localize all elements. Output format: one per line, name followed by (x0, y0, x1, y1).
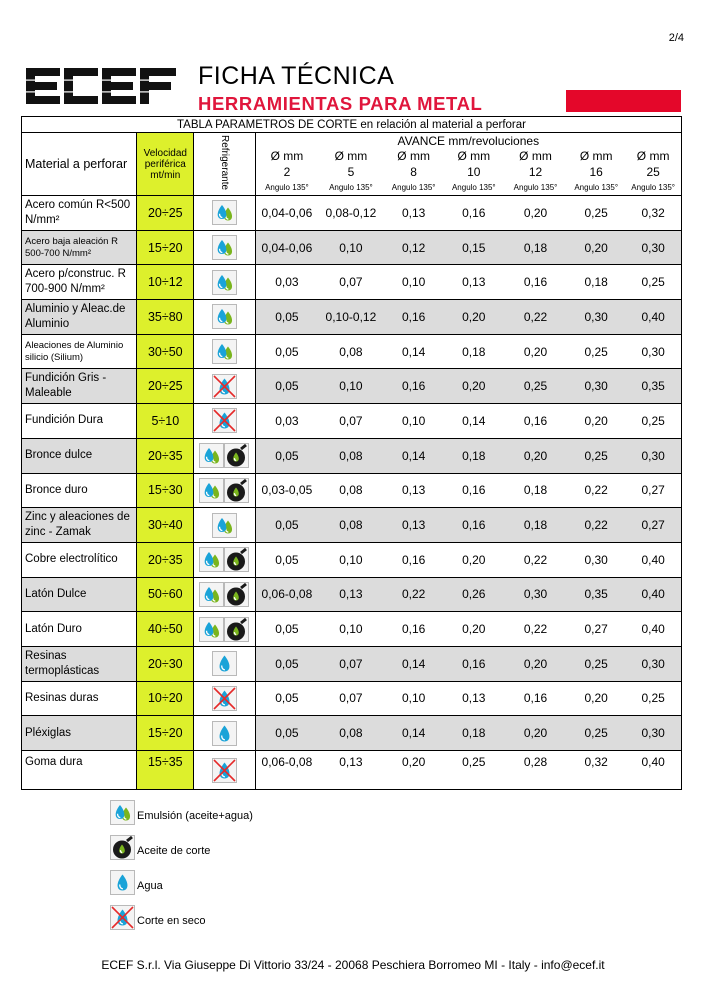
feed-value: 0,16 (444, 508, 504, 543)
feed-value: 0,06-0,08 (255, 751, 318, 790)
feed-value: 0,22 (567, 508, 625, 543)
feed-value: 0,03-0,05 (255, 473, 318, 508)
dry-icon (212, 374, 237, 399)
feed-value: 0,25 (567, 196, 625, 231)
feed-value: 0,18 (567, 265, 625, 300)
velocity-value: 20÷35 (137, 542, 194, 577)
feed-value: 0,07 (318, 265, 383, 300)
legend-item (110, 870, 310, 900)
header-diameter (384, 148, 444, 180)
material-name: Resinas duras (22, 681, 137, 716)
feed-value: 0,22 (504, 612, 567, 647)
refrigerant-cell (194, 265, 255, 300)
refrigerant-cell (194, 577, 255, 612)
feed-value: 0,07 (318, 404, 383, 439)
dry-icon (212, 686, 237, 711)
emulsion-icon (199, 582, 224, 607)
feed-value: 0,30 (625, 646, 681, 681)
feed-value: 0,25 (567, 334, 625, 369)
red-accent-bar (566, 90, 681, 112)
material-name: Goma dura (22, 751, 137, 790)
material-name: Fundición Dura (22, 404, 137, 439)
feed-value: 0,20 (504, 646, 567, 681)
diameter-value: 25 (646, 165, 660, 179)
feed-value: 0,27 (567, 612, 625, 647)
material-name: Latón Dulce (22, 577, 137, 612)
water-icon (212, 721, 237, 746)
header-refrigerant: Refrigerante (194, 133, 255, 196)
feed-value: 0,04-0,06 (255, 196, 318, 231)
table-row (22, 369, 682, 404)
refrigerant-cell (194, 404, 255, 439)
table-row (22, 473, 682, 508)
refrigerant-cell (194, 196, 255, 231)
feed-value: 0,16 (504, 681, 567, 716)
header-diameter (444, 148, 504, 180)
feed-value: 0,18 (444, 716, 504, 751)
feed-value: 0,25 (567, 438, 625, 473)
header-angle: Angulo 135° (444, 180, 504, 196)
material-name: Acero baja aleación R 500-700 N/mm² (22, 230, 137, 265)
diameter-value: 10 (467, 165, 481, 179)
feed-value: 0,13 (444, 681, 504, 716)
feed-value: 0,13 (384, 473, 444, 508)
material-name: Bronce dulce (22, 438, 137, 473)
cutting-parameters-table (21, 116, 682, 790)
feed-value: 0,18 (504, 473, 567, 508)
feed-value: 0,08 (318, 438, 383, 473)
table-row (22, 230, 682, 265)
table-row (22, 577, 682, 612)
document-title: FICHA TÉCNICA (198, 62, 395, 90)
feed-value: 0,25 (625, 404, 681, 439)
ecef-logo (26, 68, 178, 104)
header-diameter (504, 148, 567, 180)
feed-value: 0,20 (444, 369, 504, 404)
material-name: Bronce duro (22, 473, 137, 508)
diameter-prefix: Ø mm (636, 149, 670, 163)
material-name: Cobre electrolítico (22, 542, 137, 577)
feed-value: 0,08-0,12 (318, 196, 383, 231)
feed-value: 0,20 (504, 716, 567, 751)
feed-value: 0,05 (255, 300, 318, 335)
feed-value: 0,30 (567, 300, 625, 335)
emulsion-icon (212, 339, 237, 364)
feed-value: 0,20 (567, 681, 625, 716)
header-avance: AVANCE mm/revoluciones (255, 133, 681, 149)
feed-value: 0,08 (318, 508, 383, 543)
feed-value: 0,13 (318, 577, 383, 612)
material-name: Pléxiglas (22, 716, 137, 751)
refrigerant-cell (194, 334, 255, 369)
oil-icon (224, 617, 249, 642)
oil-icon (224, 547, 249, 572)
header-diameter (255, 148, 318, 180)
feed-value: 0,30 (625, 716, 681, 751)
feed-value: 0,32 (567, 751, 625, 790)
refrigerant-cell (194, 612, 255, 647)
table-row (22, 334, 682, 369)
material-name: Acero p/construc. R 700-900 N/mm² (22, 265, 137, 300)
feed-value: 0,40 (625, 300, 681, 335)
feed-value: 0,05 (255, 369, 318, 404)
velocity-value: 15÷30 (137, 473, 194, 508)
feed-value: 0,25 (625, 681, 681, 716)
velocity-value: 35÷80 (137, 300, 194, 335)
feed-value: 0,03 (255, 404, 318, 439)
feed-value: 0,13 (444, 265, 504, 300)
footer-address: ECEF S.r.l. Via Giuseppe Di Vittorio 33/24 - 20068 Peschiera Borromeo MI - Italy - info@ecef.it (101, 958, 605, 972)
refrigerant-cell (194, 438, 255, 473)
feed-value: 0,14 (384, 646, 444, 681)
feed-value: 0,05 (255, 681, 318, 716)
feed-value: 0,14 (384, 438, 444, 473)
legend-label: Agua (137, 880, 163, 892)
feed-value: 0,22 (504, 542, 567, 577)
feed-value: 0,30 (625, 334, 681, 369)
header-angle: Angulo 135° (318, 180, 383, 196)
velocity-value: 30÷50 (137, 334, 194, 369)
table-row (22, 265, 682, 300)
oil-icon (224, 443, 249, 468)
feed-value: 0,18 (504, 508, 567, 543)
feed-value: 0,28 (504, 751, 567, 790)
legend-item (110, 835, 310, 865)
refrigerant-cell (194, 300, 255, 335)
document-subtitle: HERRAMIENTAS PARA METAL (198, 93, 483, 114)
feed-value: 0,20 (504, 438, 567, 473)
diameter-prefix: Ø mm (579, 149, 613, 163)
feed-value: 0,22 (504, 300, 567, 335)
emulsion-icon (212, 513, 237, 538)
feed-value: 0,05 (255, 542, 318, 577)
velocity-value: 20÷25 (137, 369, 194, 404)
oil-icon (110, 835, 135, 860)
emulsion-icon (212, 304, 237, 329)
diameter-value: 16 (589, 165, 603, 179)
feed-value: 0,18 (444, 438, 504, 473)
legend-label: Aceite de corte (137, 845, 211, 857)
velocity-value: 15÷35 (137, 751, 194, 790)
feed-value: 0,20 (444, 612, 504, 647)
feed-value: 0,16 (504, 404, 567, 439)
velocity-value: 5÷10 (137, 404, 194, 439)
diameter-prefix: Ø mm (457, 149, 491, 163)
refrigerant-cell (194, 473, 255, 508)
feed-value: 0,22 (567, 473, 625, 508)
refrigerant-cell (194, 369, 255, 404)
material-name: Latón Duro (22, 612, 137, 647)
feed-value: 0,13 (384, 196, 444, 231)
table-row (22, 508, 682, 543)
feed-value: 0,16 (444, 646, 504, 681)
header-angle: Angulo 135° (255, 180, 318, 196)
feed-value: 0,10 (318, 230, 383, 265)
feed-value: 0,30 (567, 369, 625, 404)
feed-value: 0,08 (318, 473, 383, 508)
feed-value: 0,05 (255, 438, 318, 473)
feed-value: 0,22 (384, 577, 444, 612)
feed-value: 0,10 (318, 369, 383, 404)
feed-value: 0,05 (255, 716, 318, 751)
header-angle: Angulo 135° (567, 180, 625, 196)
feed-value: 0,10 (384, 265, 444, 300)
velocity-value: 20÷30 (137, 646, 194, 681)
velocity-value: 20÷25 (137, 196, 194, 231)
refrigerant-cell (194, 681, 255, 716)
legend-label: Emulsión (aceite+agua) (137, 810, 253, 822)
legend-label: Corte en seco (137, 915, 206, 927)
feed-value: 0,20 (504, 334, 567, 369)
header-velocity: Velocidad periférica mt/min (137, 133, 194, 196)
feed-value: 0,05 (255, 508, 318, 543)
header-angle: Angulo 135° (625, 180, 681, 196)
feed-value: 0,16 (444, 196, 504, 231)
water-icon (110, 870, 135, 895)
legend-item (110, 905, 310, 935)
feed-value: 0,40 (625, 751, 681, 790)
feed-value: 0,16 (444, 473, 504, 508)
material-name: Aluminio y Aleac.de Aluminio (22, 300, 137, 335)
feed-value: 0,25 (567, 646, 625, 681)
feed-value: 0,05 (255, 334, 318, 369)
feed-value: 0,15 (444, 230, 504, 265)
feed-value: 0,13 (384, 508, 444, 543)
feed-value: 0,13 (318, 751, 383, 790)
feed-value: 0,20 (444, 300, 504, 335)
feed-value: 0,06-0,08 (255, 577, 318, 612)
feed-value: 0,10 (318, 612, 383, 647)
emulsion-icon (199, 547, 224, 572)
feed-value: 0,12 (384, 230, 444, 265)
feed-value: 0,40 (625, 612, 681, 647)
feed-value: 0,16 (504, 265, 567, 300)
emulsion-icon (212, 270, 237, 295)
table-row (22, 646, 682, 681)
feed-value: 0,16 (384, 542, 444, 577)
emulsion-icon (199, 617, 224, 642)
refrigerant-cell (194, 751, 255, 790)
emulsion-icon (110, 800, 135, 825)
feed-value: 0,10 (384, 681, 444, 716)
refrigerant-cell (194, 646, 255, 681)
velocity-value: 40÷50 (137, 612, 194, 647)
velocity-value: 10÷20 (137, 681, 194, 716)
feed-value: 0,30 (504, 577, 567, 612)
feed-value: 0,30 (567, 542, 625, 577)
refrigerant-cell (194, 508, 255, 543)
feed-value: 0,03 (255, 265, 318, 300)
feed-value: 0,20 (504, 196, 567, 231)
feed-value: 0,18 (444, 334, 504, 369)
emulsion-icon (212, 235, 237, 260)
diameter-value: 8 (410, 165, 417, 179)
table-row (22, 681, 682, 716)
diameter-prefix: Ø mm (270, 149, 304, 163)
header-angle: Angulo 135° (384, 180, 444, 196)
material-name: Acero común R<500 N/mm² (22, 196, 137, 231)
feed-value: 0,40 (625, 542, 681, 577)
material-name: Fundición Gris - Maleable (22, 369, 137, 404)
table-row (22, 751, 682, 790)
velocity-value: 10÷12 (137, 265, 194, 300)
dry-icon (212, 408, 237, 433)
feed-value: 0,35 (567, 577, 625, 612)
feed-value: 0,20 (444, 542, 504, 577)
refrigerant-cell (194, 542, 255, 577)
velocity-value: 20÷35 (137, 438, 194, 473)
velocity-value: 50÷60 (137, 577, 194, 612)
feed-value: 0,14 (384, 716, 444, 751)
feed-value: 0,32 (625, 196, 681, 231)
table-row (22, 542, 682, 577)
feed-value: 0,25 (625, 265, 681, 300)
feed-value: 0,18 (504, 230, 567, 265)
page-number: 2/4 (668, 32, 684, 44)
material-name: Resinas termoplásticas (22, 646, 137, 681)
header-diameter (567, 148, 625, 180)
water-icon (212, 651, 237, 676)
feed-value: 0,25 (567, 716, 625, 751)
velocity-value: 15÷20 (137, 716, 194, 751)
table-row (22, 438, 682, 473)
oil-icon (224, 582, 249, 607)
feed-value: 0,26 (444, 577, 504, 612)
diameter-value: 5 (347, 165, 355, 179)
feed-value: 0,14 (384, 334, 444, 369)
feed-value: 0,16 (384, 300, 444, 335)
feed-value: 0,04-0,06 (255, 230, 318, 265)
table-row (22, 300, 682, 335)
feed-value: 0,35 (625, 369, 681, 404)
table-row (22, 612, 682, 647)
diameter-value: 2 (283, 165, 291, 179)
feed-value: 0,14 (444, 404, 504, 439)
feed-value: 0,16 (384, 369, 444, 404)
feed-value: 0,27 (625, 473, 681, 508)
feed-value: 0,08 (318, 334, 383, 369)
dry-icon (212, 758, 237, 783)
feed-value: 0,08 (318, 716, 383, 751)
table-row (22, 196, 682, 231)
oil-icon (224, 478, 249, 503)
feed-value: 0,16 (384, 612, 444, 647)
feed-value: 0,10-0,12 (318, 300, 383, 335)
feed-value: 0,27 (625, 508, 681, 543)
feed-value: 0,40 (625, 577, 681, 612)
refrigerant-cell (194, 716, 255, 751)
feed-value: 0,10 (384, 404, 444, 439)
feed-value: 0,20 (567, 404, 625, 439)
legend-item (110, 800, 310, 830)
dry-icon (110, 905, 135, 930)
velocity-value: 30÷40 (137, 508, 194, 543)
material-name: Aleaciones de Aluminio silicio (Silium) (22, 334, 137, 369)
header-diameter (625, 148, 681, 180)
emulsion-icon (212, 200, 237, 225)
feed-value: 0,10 (318, 542, 383, 577)
emulsion-icon (199, 443, 224, 468)
feed-value: 0,05 (255, 612, 318, 647)
feed-value: 0,30 (625, 438, 681, 473)
feed-value: 0,25 (444, 751, 504, 790)
material-name: Zinc y aleaciones de zinc - Zamak (22, 508, 137, 543)
refrigerant-cell (194, 230, 255, 265)
feed-value: 0,07 (318, 681, 383, 716)
table-row (22, 716, 682, 751)
feed-value: 0,20 (384, 751, 444, 790)
diameter-value: 12 (528, 165, 543, 179)
diameter-prefix: Ø mm (397, 149, 430, 163)
diameter-prefix: Ø mm (519, 149, 552, 163)
table-row (22, 404, 682, 439)
feed-value: 0,25 (504, 369, 567, 404)
header-diameter (318, 148, 383, 180)
emulsion-icon (199, 478, 224, 503)
header-material: Material a perforar (22, 133, 137, 196)
table-caption: TABLA PARAMETROS DE CORTE en relación al material a perforar (22, 117, 682, 133)
feed-value: 0,20 (567, 230, 625, 265)
feed-value: 0,30 (625, 230, 681, 265)
velocity-value: 15÷20 (137, 230, 194, 265)
feed-value: 0,05 (255, 646, 318, 681)
header-angle: Angulo 135° (504, 180, 567, 196)
feed-value: 0,07 (318, 646, 383, 681)
diameter-prefix: Ø mm (334, 149, 368, 163)
